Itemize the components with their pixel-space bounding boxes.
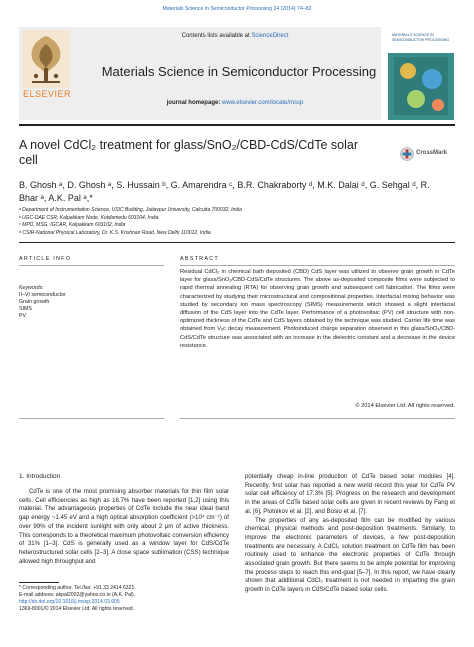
crossmark-badge[interactable] — [400, 146, 456, 162]
affiliation: ᵈ CSIR-National Physical Laboratory, Dr. K.S. Krishnan Road, New Delhi 110012, India — [19, 229, 211, 236]
keywords-block — [19, 285, 164, 320]
abstract-copyright: © 2014 Elsevier Ltd. All rights reserved. — [355, 403, 455, 409]
corresponding-author-note: * Corresponding author. Tel./fax: +91 33 2414 6321. — [19, 585, 136, 591]
keyword: Grain growth — [19, 299, 50, 305]
paragraph: potentially cheap in-line production of CdTe based solar modules [4]. Recently, first solar has reported a new world record this year for CdTe PV solar cell efficiency of 17.3% [5]. Progress on the research and development in the areas of CdTe based solar cells are given in recent reviews by Fang et al. [6], Plotnikov et al. [2], and Bosio et al. [7]. — [245, 473, 455, 515]
affiliation: ᶜ MPD, MSG, IGCAR, Kalpakkam 603102, India — [19, 222, 126, 228]
journal-reference[interactable]: Materials Science in Semiconductor Processing 24 (2014) 74–82 — [162, 6, 312, 12]
doi-link[interactable]: http://dx.doi.org/10.1016/j.mssp.2014.03.005 — [19, 599, 120, 605]
footnotes — [19, 585, 229, 613]
article-info-heading: ARTICLE INFO — [19, 256, 72, 262]
author-list: B. Ghosh ᵃ, D. Ghosh ᵃ, S. Hussain ᵇ, G. Amarendra ᶜ, B.R. Chakraborty ᵈ, M.K. Dalai ᵈ, G. Sehgal ᵈ, R. Bhar ᵃ, A.K. Pal ᵃ,* — [19, 180, 430, 203]
affiliation: ᵇ UGC-DAE CSR, Kalpakkam Node, Kokilamedu 603104, India — [19, 214, 159, 221]
divider — [19, 418, 164, 419]
crossmark-icon — [400, 147, 414, 161]
contents-line: Contents lists available at ScienceDirect — [181, 33, 289, 39]
keyword: PV — [19, 313, 27, 319]
divider — [180, 265, 455, 266]
cover-title: MATERIALS SCIENCE IN SEMICONDUCTOR PROCESSING — [392, 33, 450, 42]
article-title: A novel CdCl₂ treatment for glass/SnO₂/CBD-CdS/CdTe solar cell — [19, 138, 359, 167]
paragraph: CdTe is one of the most promising absorber materials for thin film solar cells. Cell efficiencies as high as 16.7% have been reported [1,2] using this material. The advantageous properties of CdTe include the near ideal band gap energy ~1.45 eV and a high optical absorption coefficient (>10⁴ cm⁻¹) of over 99% of the incident sunlight with only about 2 μm of active thickness. This corresponds to a theoretical maximum photovoltaic conversion efficiency of 31% [1–3]. CdS is generally used as a window layer for CdS/CdTe heterostructured solar cells [2–3]. A close space sublimation (CSS) technique allowed high throughput and — [19, 488, 229, 565]
header-divider — [19, 124, 455, 126]
homepage-link[interactable]: www.elsevier.com/locate/mssp — [221, 100, 304, 106]
issn-copyright: 1369-8001/© 2014 Elsevier Ltd. All rights reserved. — [19, 606, 135, 612]
affiliations — [19, 207, 439, 237]
footnote-divider — [19, 582, 59, 583]
sciencedirect-link[interactable]: ScienceDirect — [251, 33, 289, 39]
elsevier-tree-logo — [22, 30, 70, 88]
body-column-left — [19, 488, 229, 566]
journal-cover-image[interactable] — [388, 27, 454, 120]
body-column-right — [245, 473, 455, 595]
divider — [19, 265, 164, 266]
title-divider — [19, 242, 455, 243]
publisher-name[interactable]: ELSEVIER — [22, 89, 72, 99]
divider — [180, 418, 455, 419]
keywords-label: Keywords: — [19, 285, 44, 291]
email-note[interactable]: E-mail address: akpal2002@yahoo.co.in (A.K. Pal). — [19, 592, 136, 598]
abstract-heading: ABSTRACT — [180, 256, 219, 262]
paragraph: The properties of any as-deposited film can be modified by various chemical, physical methods and post-deposition treatments. Similarly, to improve the electronic parameters of devices, a few post-deposition treatments are necessary. A CdCl₂ solution treatment on CdTe film has been routinely used to enhance the electronic properties of CdTe through associated grain growth. But there seems to be ample potential for improving the process steps to reach this end-goal [5–7]. In this report, we have clearly shown that additional CdCl₂ treatment is not needed in imparting the grain growth in CdTe layers in CdS/CdTe based solar cells. — [245, 516, 455, 594]
abstract-text: Residual CdCl₂ in chemical bath deposited (CBD) CdS layer was utilized to observe grain growth in CdTe layer for glass/SnO₂/CBD-CdS/CdTe structures. The above as-deposited composite films were subjected to rapid thermal annealing (RTA) for observing grain growth and subsequent cell fabrication. The films were characterized by studying their microstructural and compositional properties. Interfacial mixing behavior was studied by secondary ion mass spectroscopy (SIMS) measurements which showed a slight interfacial diffusion of the CdS layer into the CdTe layer. Performance of a photovoltaic (PV) cell structure with non-optimized thickness of the CdTe and CdS layers obtained by the technique was studied. Carrier life time was obtained from Vₒc decay measurement. Photoinduced charge separation observed in this glass/SnO₂/CBD-CdS/CdTe structure was associated with an increase in the dielectric constant and a decrease in the device resistance. — [180, 269, 455, 349]
journal-homepage-line: journal homepage: www.elsevier.com/locate/mssp — [166, 100, 304, 106]
section-heading-introduction: 1. Introduction — [19, 473, 61, 480]
crossmark-label: CrossMark — [416, 150, 448, 156]
affiliation: ᵃ Department of Instrumentation Science, USIC Building, Jadavpur University, Calcutta 700032, India — [19, 207, 242, 213]
cover-pattern-icon — [394, 57, 448, 115]
journal-title[interactable]: Materials Science in Semiconductor Processing — [101, 64, 377, 79]
keyword: II–VI semiconductor — [19, 292, 66, 298]
keyword: SIMS — [19, 306, 32, 312]
